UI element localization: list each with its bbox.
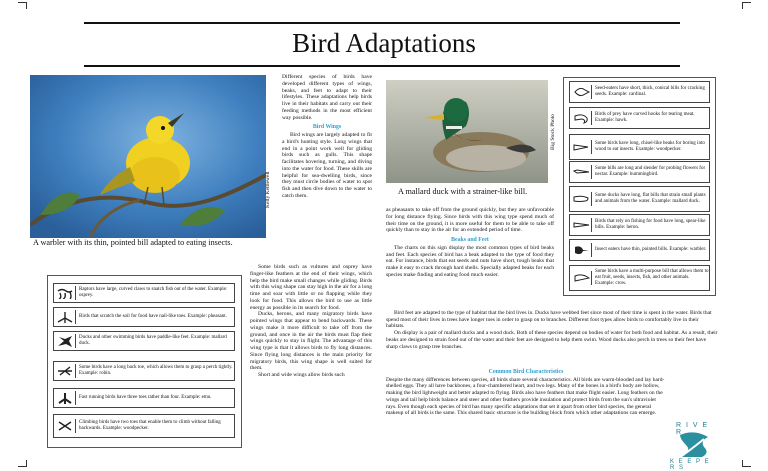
spear-beak-icon	[570, 218, 592, 232]
feet-card: Climbing birds have two toes that enable them to climb without falling backwards. Example: woodpecker.	[53, 414, 235, 438]
crop-mark-bottom-left	[18, 460, 27, 467]
beaks-feet-paragraph-3: On display is a pair of mallard ducks and a wood duck. Both of these species depend on bodies of water for both food and habitat. As a result, their beaks are designed to strain food out of the water and their feet are designed to help them swim. Wood ducks also perch in trees so their feet have sharp claws to grasp tree branches.	[386, 330, 718, 350]
beak-card: Some ducks have long, flat bills that strain small plants and animals from the water. Example: mallard duck.	[569, 186, 710, 212]
feet-card: Fast running birds have three toes rather than four. Example: emu.	[53, 388, 235, 408]
feet-text-block	[386, 310, 718, 350]
multipurpose-beak-icon	[570, 271, 592, 285]
beak-card: Birds of prey have curved hooks for tearing meat. Example: hawk.	[569, 107, 710, 129]
wings-paragraph-3: Ducks, herons, and many migratory birds have pointed wings that appear to bend backwards. These wings make it more difficult to take off from the ground, and once in the air the birds must flap their wings quickly to stay in flight. The advantage of this wing type is that it allows birds to fly long distances. Since flying long distances is the main priority for migratory birds, this wing shape is well suited for them.	[250, 311, 372, 372]
crop-mark-bottom-right	[742, 460, 751, 467]
beak-card: Seed-eaters have short, thick, conical bills for cracking seeds. Example: cardinal.	[569, 81, 710, 103]
common-characteristics-block	[386, 365, 666, 417]
mallard-photo	[386, 80, 548, 183]
feet-card: Ducks and other swimming birds have paddle-like feet. Example: mallard duck.	[53, 331, 235, 351]
prey-beak-icon	[570, 111, 592, 125]
beaks-feet-heading: Beaks and Feet	[451, 237, 489, 243]
warbler-photo-credit: Kelly Kettlewell	[265, 171, 271, 208]
beak-card: Some bills are long and slender for probing flowers for nectar. Example: hummingbird.	[569, 161, 710, 183]
warbler-photo	[30, 75, 266, 238]
mallard-caption: A mallard duck with a strainer-like bill.	[398, 187, 528, 196]
intro-text: Different species of birds have developed different types of wings, beaks, and feet to adapt to their lifestyles. These adaptations help birds live in their habitats and carry out their feeding methods in the most efficient way possible.	[282, 74, 372, 121]
warbler-caption: A warbler with its thin, pointed bill adapted to eating insects.	[33, 238, 233, 247]
scratching-foot-icon	[54, 310, 76, 324]
wings-paragraph-1: Bird wings are largely adapted to fit a bird's hunting style. Long wings that end in a point work well for gliding birds such as gulls. This shape facilitates hovering, turning, and diving into the water for food. These skills are helpful for sea-dwelling birds, since they must circle bodies of water to spot fish and then dive down to the water to catch them.	[282, 132, 372, 199]
wings-paragraph-5: as pheasants to take off from the ground quickly, but they are unfavorable for long distance flying. Since birds with this wing type spend much of their time on the ground, it is more useful for them to be able to take off quickly than to stay in the air for an extended period of time.	[386, 207, 554, 234]
strainer-beak-icon	[570, 192, 592, 206]
raptor-foot-icon	[54, 286, 76, 300]
climbing-foot-icon	[54, 419, 76, 433]
perching-foot-icon	[54, 364, 76, 378]
running-foot-icon	[54, 391, 76, 405]
title-rule-bottom	[84, 65, 680, 67]
feet-card: Birds that scratch the soil for food have nail-like toes. Example: pheasant.	[53, 307, 235, 327]
feet-card: Raptors have large, curved claws to snatch fish out of the water. Example: osprey.	[53, 283, 235, 303]
feet-chart	[47, 275, 242, 448]
feet-card: Some birds have a long back toe, which allows them to grasp a perch tightly. Example: robin.	[53, 361, 235, 381]
beak-card: Insect eaters have thin, pointed bills. Example: warbler.	[569, 239, 710, 261]
beak-card: Some birds have long, chisel-like beaks for boring into wood to eat insects. Example: woodpecker.	[569, 134, 710, 160]
beaks-feet-column	[386, 207, 554, 279]
crop-mark-top-right	[742, 2, 751, 9]
wings-paragraph-4: Short and wide wings allow birds such	[258, 372, 345, 378]
seed-beak-icon	[570, 85, 592, 99]
mallard-photo-credit: Big Stock Photo	[550, 113, 556, 150]
wings-heading: Bird Wings	[312, 124, 342, 131]
beak-card: Birds that rely on fishing for food have long, spear-like bills. Example: heron.	[569, 214, 710, 236]
insect-beak-icon	[570, 243, 592, 257]
beak-card: Some birds have a multi-purpose bill that allows them to eat fruit, seeds, insects, fish, and other animals. Example: crow.	[569, 265, 710, 291]
beaks-chart	[563, 77, 716, 296]
webbed-foot-icon	[54, 334, 76, 348]
river-keepers-emblem	[678, 431, 712, 457]
wings-column	[250, 264, 372, 379]
page-title: Bird Adaptations	[292, 28, 476, 58]
probe-beak-icon	[570, 165, 592, 179]
wings-paragraph-2: Some birds such as vultures and osprey have finger-like feathers at the end of their wings, which help the bird make small changes while gliding. Birds with this wing shape can stay high in the air for a long time and soar with little or no flapping while they look for food. This allows the bird to use as little energy as possible in its search for food.	[250, 264, 372, 311]
intro-column	[282, 74, 372, 200]
beaks-feet-paragraph-2: Bird feet are adapted to the type of habitat that the bird lives in. Ducks have webbed feet since most of their time is spent in the water. Birds that spend most of their lives in trees have longer toes in order to grasp on to branches. Different foot types allow birds to comfortably live in their habitats.	[386, 310, 712, 330]
chisel-beak-icon	[570, 140, 592, 154]
beaks-feet-paragraph-1: The charts on this sign display the most common types of bird beaks and feet. Each species of bird has a beak adapted to the type of food they eat. For instance, birds that eat seeds and nuts have short, tough beaks that make it easy to crack through hard shells. Specially adapted beaks for each species make finding and eating food much easier.	[386, 244, 554, 278]
common-heading: Common Bird Characteristics	[488, 369, 564, 375]
river-keepers-logo: R I V E R K E E P E R S	[670, 422, 711, 471]
crop-mark-top-left	[18, 2, 27, 9]
common-paragraph: Despite the many differences between species, all birds share several characteristics. All birds are warm-blooded and lay hard-shelled eggs. They all have backbones, a four-chambered heart, and two legs. Many of the bones in a bird's body are hollow, making the bird lightweight and better adapted to flying. Birds also have feathers that make flight easier. Long feathers on the wings and tail help birds balance and steer and other feathers provide insulation and protect birds from the sun's ultraviolet rays. Even though each species of bird has many specific adaptations that set it apart from other bird species, the general makeup of all birds is the same. This shared basic structure is the building block from which other adaptations can emerge.	[386, 376, 665, 417]
title-rule-top	[84, 22, 680, 24]
